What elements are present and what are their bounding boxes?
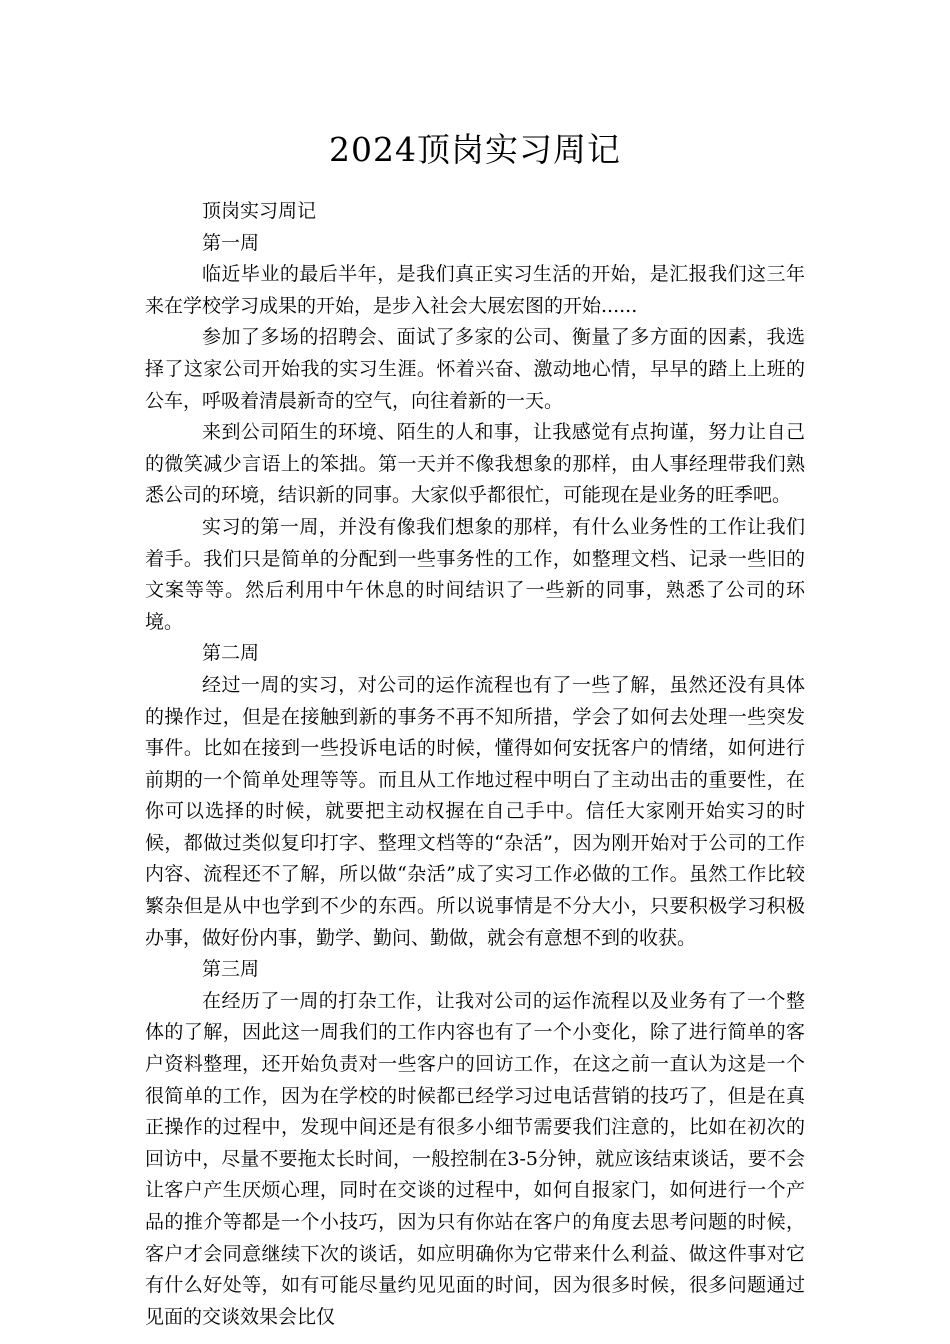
- week-heading: 第三周: [202, 958, 260, 981]
- week-heading: 第二周: [202, 642, 260, 665]
- paragraph: 临近毕业的最后半年，是我们真正实习生活的开始，是汇报我们这三年来在学校学习成果的开始，是步入社会大展宏图的开始......: [145, 263, 805, 317]
- paragraph-heading: 顶岗实习周记: [202, 200, 317, 222]
- week-heading: 第一周: [202, 231, 260, 254]
- paragraph: 在经历了一周的打杂工作，让我对公司的运作流程以及业务有了一个整体的了解，因此这一周我们的工作内容也有了一个小变化，除了进行简单的客户资料整理，还开始负责对一些客户的回访工作，在这之前一直认为这是一个很简单的工作，因为在学校的时候都已经学习过电话营销的技巧了，但是在真正操作的过程中，发现中间还是有很多小细节需要我们注意的，比如在初次的回访中，尽量不要拖太长时间，一般控制在3-5分钟，就应该结束谈话，要不会让客户产生厌烦心理，同时在交谈的过程中，如何自报家门，如何进行一个产品的推介等都是一个小技巧，因为只有你站在客户的角度去思考问题的时候，客户才会同意继续下次的谈话，如应明确你为它带来什么利益、做这件事对它有什么好处等，如有可能尽量约见见面的时间，因为很多时候，很多问题通过见面的交谈效果会比仅: [145, 989, 805, 1328]
- paragraph: 实习的第一周，并没有像我们想象的那样，有什么业务性的工作让我们着手。我们只是简单的分配到一些事务性的工作，如整理文档、记录一些旧的文案等等。然后利用中午休息的时间结识了一些新的同事，熟悉了公司的环境。: [145, 515, 805, 633]
- paragraph: 经过一周的实习，对公司的运作流程也有了一些了解，虽然还没有具体的操作过，但是在接触到新的事务不再不知所措，学会了如何去处理一些突发事件。比如在接到一些投诉电话的时候，懂得如何安抚客户的情绪，如何进行前期的一个简单处理等等。而且从工作地过程中明白了主动出击的重要性，在你可以选择的时候，就要把主动权握在自己手中。信任大家刚开始实习的时候，都做过类似复印打字、整理文档等的“杂活”，因为刚开始对于公司的工作内容、流程还不了解，所以做“杂活”成了实习工作必做的工作。虽然工作比较繁杂但是从中也学到不少的东西。所以说事情是不分大小，只要积极学习积极办事，做好份内事，勤学、勤问、勤做，就会有意想不到的收获。: [145, 673, 805, 949]
- paragraph: 参加了多场的招聘会、面试了多家的公司、衡量了多方面的因素，我选择了这家公司开始我的实习生涯。怀着兴奋、激动地心情，早早的踏上上班的公车，呼吸着清晨新奇的空气，向往着新的一天。: [145, 326, 805, 412]
- document-title: 2024顶岗实习周记: [329, 130, 621, 169]
- document-body: [145, 196, 805, 1333]
- paragraph: 来到公司陌生的环境、陌生的人和事，让我感觉有点拘谨，努力让自己的微笑减少言语上的笨拙。第一天并不像我想象的那样，由人事经理带我们熟悉公司的环境，结识新的同事。大家似乎都很忙，可能现在是业务的旺季吧。: [145, 421, 805, 507]
